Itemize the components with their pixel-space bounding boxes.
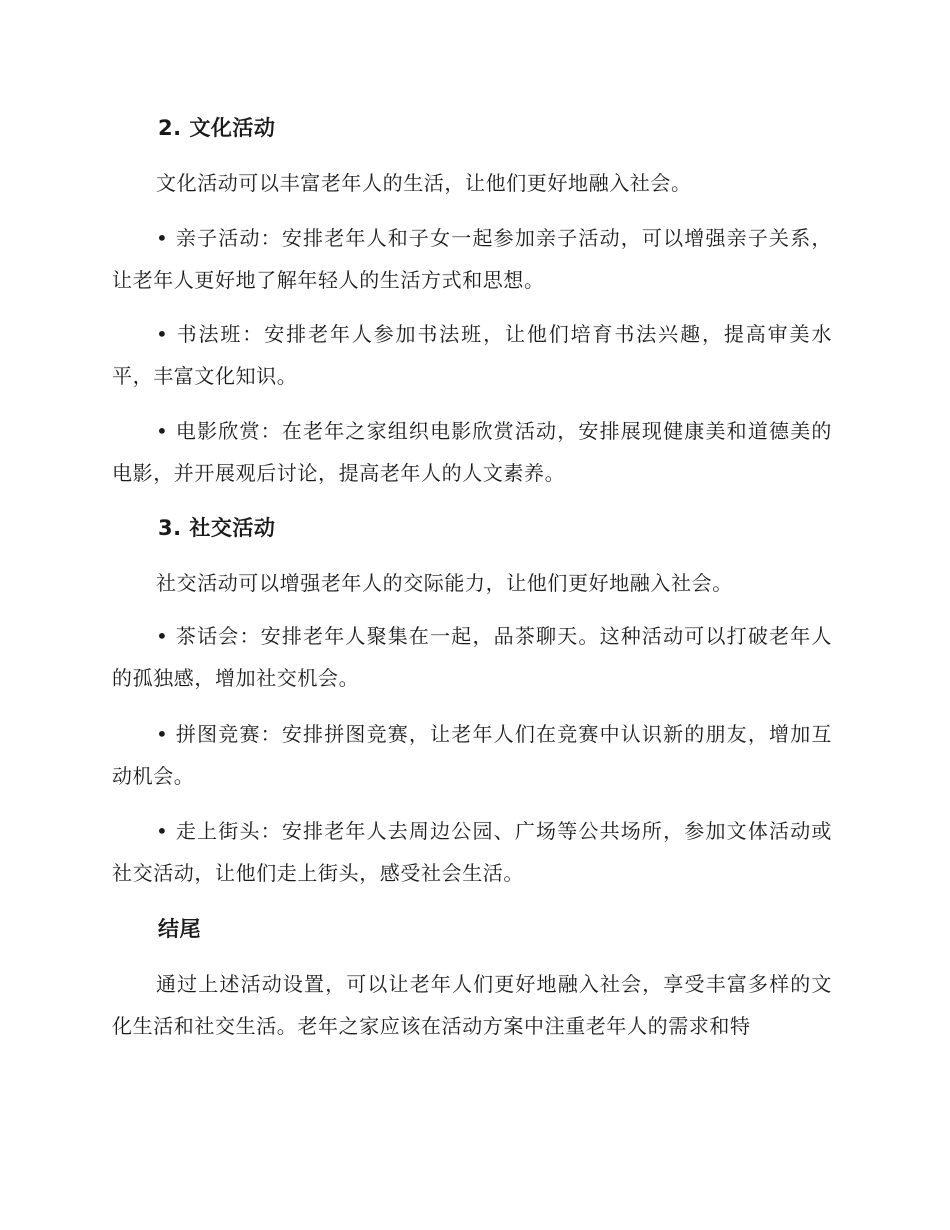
section-heading-social: 3. 社交活动: [158, 516, 276, 540]
list-item-tea-party: • 茶话会：安排老年人聚集在一起，品茶聊天。这种活动可以打破老年人的孤独感，增加社交机会。: [112, 624, 832, 690]
list-item-calligraphy: • 书法班：安排老年人参加书法班，让他们培育书法兴趣，提高审美水平，丰富文化知识。: [112, 322, 832, 388]
conclusion-text: 通过上述活动设置，可以让老年人们更好地融入社会，享受丰富多样的文化生活和社交生活。老年之家应该在活动方案中注重老年人的需求和特: [112, 972, 832, 1038]
list-item-street: • 走上街头：安排老年人去周边公园、广场等公共场所，参加文体活动或社交活动，让他们走上街头，感受社会生活。: [112, 819, 832, 885]
section-heading-culture: 2. 文化活动: [158, 116, 276, 140]
conclusion-heading: 结尾: [158, 917, 201, 941]
list-item-puzzle: • 拼图竞赛：安排拼图竞赛，让老年人们在竞赛中认识新的朋友，增加互动机会。: [112, 722, 832, 788]
list-item-parent-child: • 亲子活动：安排老年人和子女一起参加亲子活动，可以增强亲子关系，让老年人更好地了解年轻人的生活方式和思想。: [112, 226, 832, 292]
section-intro-culture: 文化活动可以丰富老年人的生活，让他们更好地融入社会。: [156, 171, 692, 195]
list-item-movie: • 电影欣赏：在老年之家组织电影欣赏活动，安排展现健康美和道德美的电影，并开展观后讨论，提高老年人的人文素养。: [112, 419, 832, 485]
section-intro-social: 社交活动可以增强老年人的交际能力，让他们更好地融入社会。: [156, 571, 733, 595]
